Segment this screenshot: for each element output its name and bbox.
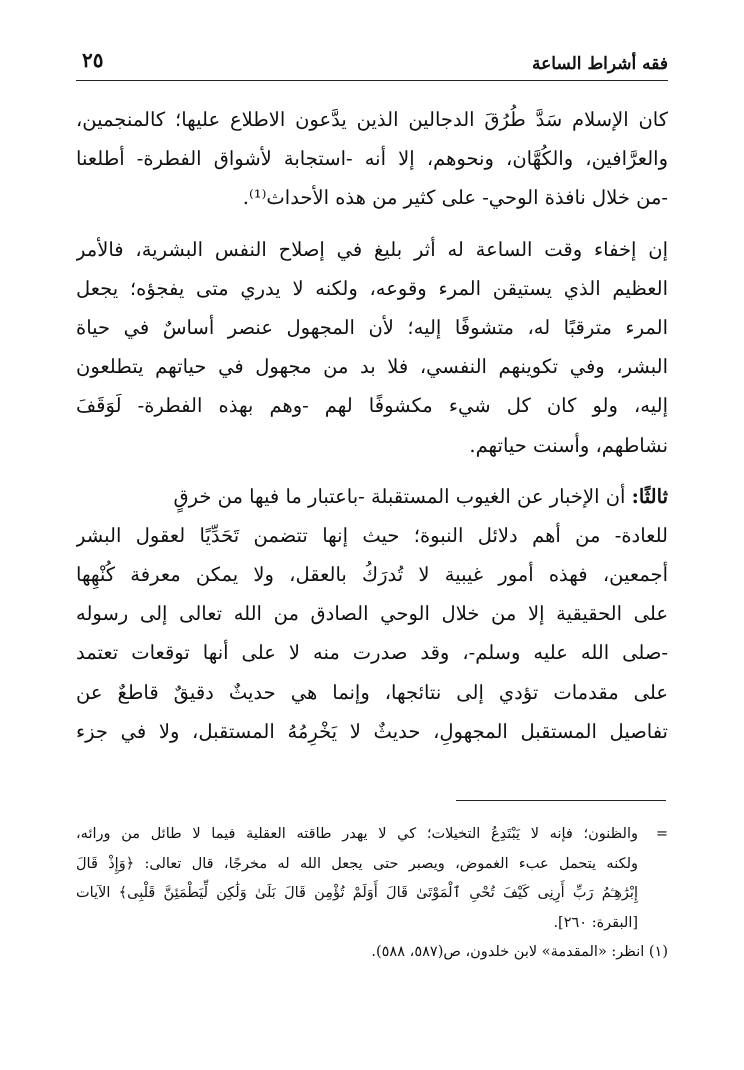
text-line: إليه، ولو كان كل شيء مكشوفًا لهم -وهم بهذه الفطرة- لَوَقَفَ (76, 394, 668, 418)
page-header (76, 36, 668, 81)
continuation-mark: = (655, 826, 668, 842)
footnote-separator (456, 800, 666, 801)
text-line: البشر، وفي تكوينهم النفسي، فلا بد من مجهول في حياتهم يتطلعون (76, 355, 668, 379)
text-run: أن الإخبار عن الغيوب المستقبلة -باعتبار ما فيها من خرقٍ (173, 484, 632, 508)
footnote-line: إِبْرَٰهِـۧمُ رَبِّ أَرِنِى كَيْفَ تُحْىِ ٱلْمَوْتَىٰ قَالَ أَوَلَمْ تُؤْمِن قَالَ بَلَىٰ وَلَٰكِن لِّيَطْمَئِنَّ قَلْبِى﴾ الآيات (76, 885, 638, 901)
section-lead: ثالثًا: (631, 484, 668, 508)
text-line: والعرَّافين، والكُهَّان، ونحوهم، إلا أنه -استجابة لأشواق الفطرة- أطلعنا (76, 147, 668, 171)
text-line (76, 477, 668, 516)
text-line: نشاطهم، وأسنت حياتهم. (469, 433, 668, 457)
page-number: ٢٥ (82, 48, 104, 72)
running-title: فقه أشراط الساعة (532, 54, 668, 74)
footnote-text: والظنون؛ فإنه لا يَبْتَدِعُ التخيلات؛ كي لا يهدر طاقته العقلية فيما لا طائل من ورائه، (76, 826, 638, 842)
footnote-line: ولكنه يتحمل عبء الغموض، ويصبر حتى يجعل الله له مخرجًا، قال تعالى: ﴿وَإِذْ قَالَ (76, 855, 638, 872)
footnote-1: (١) انظر: «المقدمة» لابن خلدون، ص(٥٨٧، ٥٨٨). (371, 944, 668, 960)
main-text (76, 100, 668, 751)
text-line: تفاصيل المستقبل المجهولِ، حديثٌ لا يَخْرِمُهُ المستقبل، ولا في جزء (76, 719, 668, 743)
text-line: العظيم الذي يستيقن المرء وقوعه، ولكنه لا يدري متى يفجؤه؛ يجعل (76, 276, 668, 300)
text-line: للعادة- من أهم دلائل النبوة؛ حيث إنها تتضمن تَحَدِّيًا لعقول البشر (76, 523, 668, 547)
footnotes (76, 820, 668, 968)
text-line: كان الإسلام سَدَّ طُرُقَ الدجالين الذين يدَّعون الاطلاع عليها؛ كالمنجمين، (76, 108, 668, 131)
text-line: إن إخفاء وقت الساعة له أثر بليغ في إصلاح النفس البشرية، فالأمر (76, 237, 668, 261)
text-line: أجمعين، فهذه أمور غيبية لا تُدرَكُ بالعقل، ولا يمكن معرفة كُنْهِها (76, 563, 668, 587)
footnote-line: [البقرة: ٢٦٠]. (553, 914, 638, 931)
footnote-line (76, 820, 668, 850)
text-line: المرء مترقبًا له، متشوفًا إليه؛ لأن المجهول عنصر أساسٌ في حياة (76, 315, 668, 339)
text-line: على مقدمات تؤدي إلى نتائجها، وإنما هي حديثٌ دقيقٌ قاطعٌ عن (76, 680, 668, 704)
text-line: على الحقيقية إلا من خلال الوحي الصادق من الله تعالى إلى رسوله (76, 602, 668, 626)
text-line: -صلى الله عليه وسلم-، وقد صدرت منه لا على أنها توقعات تعتمد (76, 641, 668, 665)
text-line: -من خلال نافذة الوحي- على كثير من هذه الأحداث⁽¹⁾. (242, 186, 668, 210)
